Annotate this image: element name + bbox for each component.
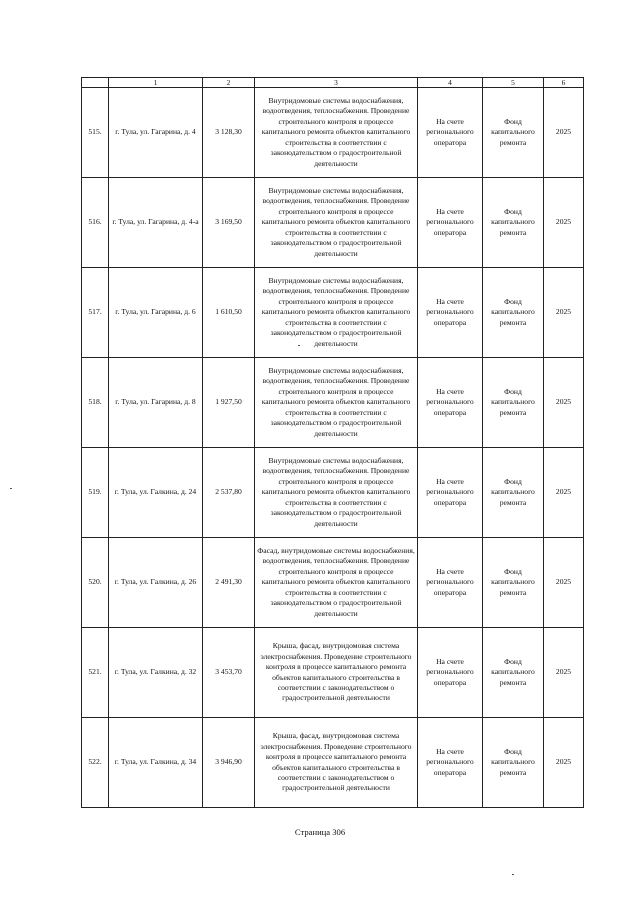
header-col-1: 1 — [109, 78, 203, 88]
row-area: 3 128,30 — [203, 88, 255, 178]
table-row — [82, 88, 584, 178]
row-area: 3 453,70 — [203, 628, 255, 718]
scan-speck — [10, 488, 12, 489]
scan-speck — [298, 345, 300, 346]
table-row — [82, 448, 584, 538]
row-number: 517. — [82, 268, 109, 358]
row-number: 518. — [82, 358, 109, 448]
row-number: 520. — [82, 538, 109, 628]
row-area: 2 537,80 — [203, 448, 255, 538]
row-method: На счете регионального оператора — [418, 538, 483, 628]
row-year: 2025 — [544, 268, 584, 358]
header-col-5: 5 — [483, 78, 544, 88]
row-works: Внутридомовые системы водоснабжения, водоотведения, теплоснабжения. Проведение строительного контроля в процессе капитального ремонта объектов капитального строительства в соответствии с законодательством о градостроительной деятельности — [255, 358, 418, 448]
row-method: На счете регионального оператора — [418, 448, 483, 538]
row-source: Фонд капитального ремонта — [483, 448, 544, 538]
table-row — [82, 268, 584, 358]
row-works: Внутридомовые системы водоснабжения, водоотведения, теплоснабжения. Проведение строительного контроля в процессе капитального ремонта объектов капитального строительства в соответствии с законодательством о градостроительной деятельности — [255, 448, 418, 538]
row-method: На счете регионального оператора — [418, 358, 483, 448]
row-year: 2025 — [544, 628, 584, 718]
page-number: Страница 306 — [294, 827, 346, 837]
row-source: Фонд капитального ремонта — [483, 358, 544, 448]
table-row — [82, 358, 584, 448]
header-col-6: 6 — [544, 78, 584, 88]
row-year: 2025 — [544, 358, 584, 448]
row-number: 515. — [82, 88, 109, 178]
row-address: г. Тула, ул. Галкина, д. 24 — [109, 448, 203, 538]
row-year: 2025 — [544, 718, 584, 808]
row-address: г. Тула, ул. Гагарина, д. 4 — [109, 88, 203, 178]
table-header — [82, 78, 584, 88]
header-col-2: 2 — [203, 78, 255, 88]
table-row — [82, 718, 584, 808]
row-works: Фасад, внутридомовые системы водоснабжения, водоотведения, теплоснабжения. Проведение строительного контроля в процессе капитального ремонта объектов капитального строительства в соответствии с законодательством о градостроительной деятельности — [255, 538, 418, 628]
row-area: 1 927,50 — [203, 358, 255, 448]
row-area: 3 169,50 — [203, 178, 255, 268]
row-number: 516. — [82, 178, 109, 268]
row-address: г. Тула, ул. Галкина, д. 34 — [109, 718, 203, 808]
row-year: 2025 — [544, 538, 584, 628]
header-col-3: 3 — [255, 78, 418, 88]
row-address: г. Тула, ул. Галкина, д. 32 — [109, 628, 203, 718]
row-address: г. Тула, ул. Галкина, д. 26 — [109, 538, 203, 628]
row-works: Внутридомовые системы водоснабжения, водоотведения, теплоснабжения. Проведение строительного контроля в процессе капитального ремонта объектов капитального строительства в соответствии с законодательством о градостроительной деятельности — [255, 88, 418, 178]
header-row — [82, 78, 584, 88]
row-year: 2025 — [544, 448, 584, 538]
row-source: Фонд капитального ремонта — [483, 718, 544, 808]
row-method: На счете регионального оператора — [418, 628, 483, 718]
row-area: 3 946,90 — [203, 718, 255, 808]
row-area: 1 610,50 — [203, 268, 255, 358]
capital-repair-table — [81, 77, 584, 808]
row-works: Внутридомовые системы водоснабжения, водоотведения, теплоснабжения. Проведение строительного контроля в процессе капитального ремонта объектов капитального строительства в соответствии с законодательством о градостроительной деятельности — [255, 268, 418, 358]
row-method: На счете регионального оператора — [418, 268, 483, 358]
row-address: г. Тула, ул. Гагарина, д. 4-а — [109, 178, 203, 268]
table-row — [82, 538, 584, 628]
row-number: 521. — [82, 628, 109, 718]
row-method: На счете регионального оператора — [418, 88, 483, 178]
row-method: На счете регионального оператора — [418, 178, 483, 268]
scan-speck — [512, 874, 514, 875]
table-row — [82, 628, 584, 718]
row-works: Крыша, фасад, внутридомовая система электроснабжения. Проведение строительного контроля в процессе капитального ремонта объектов капитального строительства в соответствии с законодательством о градостроительной деятельности — [255, 718, 418, 808]
row-source: Фонд капитального ремонта — [483, 88, 544, 178]
row-address: г. Тула, ул. Гагарина, д. 6 — [109, 268, 203, 358]
table-body — [82, 88, 584, 808]
row-works: Внутридомовые системы водоснабжения, водоотведения, теплоснабжения. Проведение строительного контроля в процессе капитального ремонта объектов капитального строительства в соответствии с законодательством о градостроительной деятельности — [255, 178, 418, 268]
row-works: Крыша, фасад, внутридомовая система электроснабжения. Проведение строительного контроля в процессе капитального ремонта объектов капитального строительства в соответствии с законодательством о градостроительной деятельности — [255, 628, 418, 718]
row-number: 519. — [82, 448, 109, 538]
row-source: Фонд капитального ремонта — [483, 538, 544, 628]
row-year: 2025 — [544, 178, 584, 268]
table-row — [82, 178, 584, 268]
row-number: 522. — [82, 718, 109, 808]
row-year: 2025 — [544, 88, 584, 178]
row-method: На счете регионального оператора — [418, 718, 483, 808]
header-empty-cell — [82, 78, 109, 88]
row-address: г. Тула, ул. Гагарина, д. 8 — [109, 358, 203, 448]
row-source: Фонд капитального ремонта — [483, 628, 544, 718]
row-source: Фонд капитального ремонта — [483, 178, 544, 268]
row-source: Фонд капитального ремонта — [483, 268, 544, 358]
header-col-4: 4 — [418, 78, 483, 88]
row-area: 2 491,30 — [203, 538, 255, 628]
